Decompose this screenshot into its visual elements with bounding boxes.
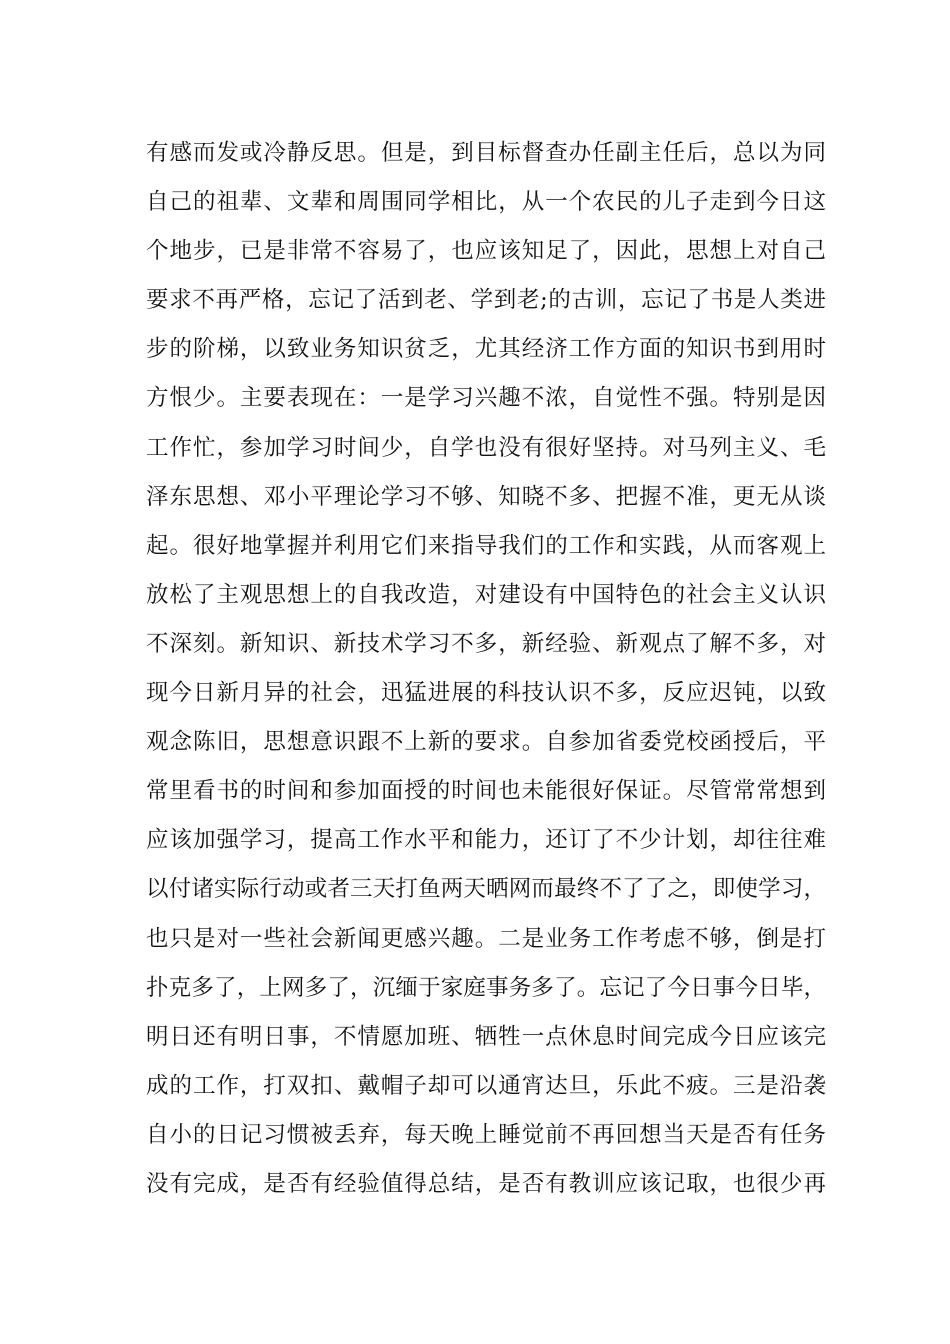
text-line: 放松了主观思想上的自我改造，对建设有中国特色的社会主义认识	[146, 581, 826, 608]
text-line: 明日还有明日事，不情愿加班、牺牲一点休息时间完成今日应该完	[146, 1023, 826, 1050]
text-line: 要求不再严格，忘记了活到老、学到老;的古训，忘记了书是人类进	[146, 287, 826, 314]
text-line: 观念陈旧，思想意识跟不上新的要求。自参加省委党校函授后，平	[146, 729, 826, 756]
text-line: 方恨少。主要表现在：一是学习兴趣不浓，自觉性不强。特别是因	[146, 385, 826, 412]
text-line: 没有完成，是否有经验值得总结，是否有教训应该记取，也很少再	[146, 1170, 826, 1197]
text-line: 个地步，已是非常不容易了，也应该知足了，因此，思想上对自己	[146, 238, 826, 265]
text-line: 自小的日记习惯被丢弃，每天晚上睡觉前不再回想当天是否有任务	[146, 1121, 826, 1148]
text-line: 不深刻。新知识、新技术学习不多，新经验、新观点了解不多，对	[146, 630, 826, 657]
text-line: 起。很好地掌握并利用它们来指导我们的工作和实践，从而客观上	[146, 532, 826, 559]
text-line: 工作忙，参加学习时间少，自学也没有很好坚持。对马列主义、毛	[146, 434, 826, 461]
text-line: 常里看书的时间和参加面授的时间也未能很好保证。尽管常常想到	[146, 778, 826, 805]
text-line: 自己的祖辈、文辈和周围同学相比，从一个农民的儿子走到今日这	[146, 189, 826, 216]
text-line: 泽东思想、邓小平理论学习不够、知晓不多、把握不准，更无从谈	[146, 483, 826, 510]
text-line: 有感而发或冷静反思。但是，到目标督查办任副主任后，总以为同	[146, 140, 826, 166]
body-text	[146, 129, 826, 1209]
text-line: 以付诸实际行动或者三天打鱼两天晒网而最终不了了之，即使学习，	[146, 876, 826, 903]
text-line: 应该加强学习，提高工作水平和能力，还订了不少计划，却往往难	[146, 827, 826, 854]
text-line: 成的工作，打双扣、戴帽子却可以通宵达旦，乐此不疲。三是沿袭	[146, 1072, 826, 1099]
text-line: 扑克多了，上网多了，沉缅于家庭事务多了。忘记了今日事今日毕，	[146, 974, 826, 1001]
text-line: 也只是对一些社会新闻更感兴趣。二是业务工作考虑不够，倒是打	[146, 925, 826, 952]
text-line: 现今日新月异的社会，迅猛进展的科技认识不多，反应迟钝，以致	[146, 680, 826, 707]
text-line: 步的阶梯，以致业务知识贫乏，尤其经济工作方面的知识书到用时	[146, 336, 826, 363]
